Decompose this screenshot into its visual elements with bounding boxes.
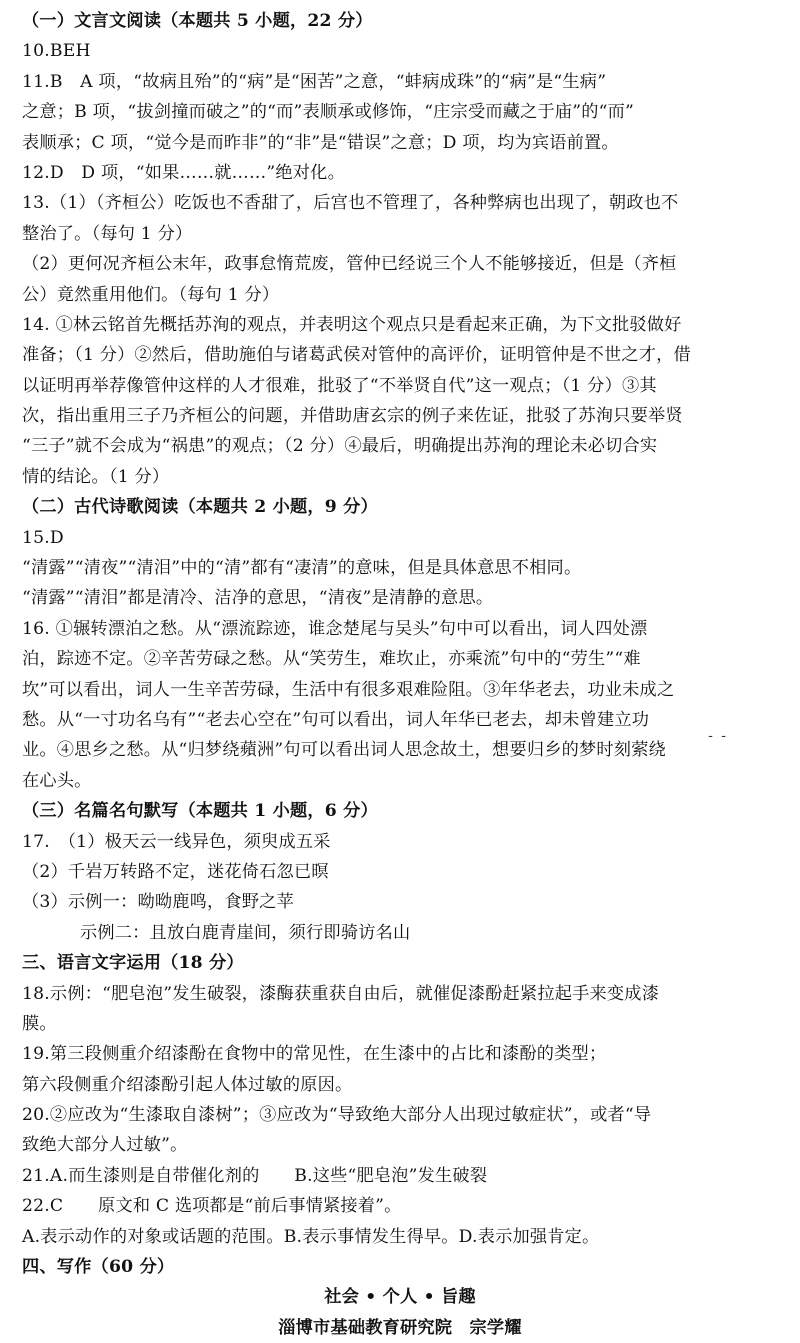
answer-16-line-2: 泊，踪迹不定。②辛苦劳碌之愁。从“笑劳生，难坎止，亦乘流”句中的“劳生”“难 bbox=[22, 649, 641, 670]
answer-19-line-1: 19.第三段侧重介绍漆酚在食物中的常见性，在生漆中的占比和漆酚的类型； bbox=[22, 1044, 607, 1065]
answer-14-line-6: 情的结论。（1 分） bbox=[22, 466, 170, 487]
answer-19-line-2: 第六段侧重介绍漆酚引起人体过敏的原因。 bbox=[22, 1074, 353, 1095]
answer-11-line-2: 之意；B 项，“拔剑撞而破之”的“而”表顺承或修饰，“庄宗受而藏之于庙”的“而” bbox=[22, 102, 635, 123]
answer-13-line-4: 公）竟然重用他们。（每句 1 分） bbox=[22, 284, 280, 305]
answer-17-part-3-example-2: 示例二：且放白鹿青崖间，须行即骑访名山 bbox=[80, 922, 411, 943]
answer-13-line-1: 13.（1）（齐桓公）吃饭也不香甜了，后宫也不管理了，各种弊病也出现了，朝政也不 bbox=[22, 193, 679, 214]
answer-16-line-5: 业。④思乡之愁。从“归梦绕蘋洲”句可以看出词人思念故土，想要归乡的梦时刻萦绕 bbox=[22, 740, 666, 761]
answer-14-line-3: 以证明再举荐像管仲这样的人才很难，批驳了“不举贤自代”这一观点；（1 分）③其 bbox=[22, 375, 657, 396]
section-heading-language-use: 三、语言文字运用（18 分） bbox=[22, 953, 244, 974]
answer-21: 21.A.而生漆则是自带催化剂的 B.这些“肥皂泡”发生破裂 bbox=[22, 1165, 488, 1186]
answer-17-part-2: （2）千岩万转路不定，迷花倚石忽已暝 bbox=[22, 861, 329, 882]
answer-14-line-4: 次，指出重用三子乃齐桓公的问题，并借助唐玄宗的例子来佐证，批驳了苏洵只要举贤 bbox=[22, 406, 683, 427]
answer-20-line-1: 20.②应改为“生漆取自漆树”；③应改为“导致绝大部分人出现过敏症状”，或者“导 bbox=[22, 1105, 652, 1126]
answer-16-line-3: 坎”可以看出，词人一生辛苦劳碌，生活中有很多艰难险阻。③年华老去，功业未成之 bbox=[22, 679, 675, 700]
answer-11-line-3: 表顺承；C 项，“觉今是而昨非”的“非”是“错误”之意；D 项，均为宾语前置。 bbox=[22, 132, 619, 153]
stray-mark: - - bbox=[708, 728, 728, 744]
answer-16-line-6: 在心头。 bbox=[22, 770, 92, 791]
section-heading-poetry: （二）古代诗歌阅读（本题共 2 小题，9 分） bbox=[22, 497, 378, 518]
answer-13-line-3: （2）更何况齐桓公末年，政事怠惰荒废，管仲已经说三个人不能够接近，但是（齐桓 bbox=[22, 254, 677, 275]
answer-15-line-2: “清露”“清夜”“清泪”中的“清”都有“凄清”的意味，但是具体意思不相同。 bbox=[22, 558, 582, 579]
essay-author: 淄博市基础教育研究院 宗学耀 bbox=[278, 1317, 522, 1338]
answer-10: 10.BEH bbox=[22, 41, 91, 62]
section-heading-dictation: （三）名篇名句默写（本题共 1 小题，6 分） bbox=[22, 801, 378, 822]
answer-16-line-1: 16. ①辗转漂泊之愁。从“漂流踪迹，谁念楚尾与吴头”句中可以看出，词人四处漂 bbox=[22, 618, 648, 639]
answer-17-part-3: （3）示例一：呦呦鹿鸣，食野之苹 bbox=[22, 892, 294, 913]
answer-14-line-5: “三子”就不会成为“祸患”的观点；（2 分）④最后，明确提出苏洵的理论未必切合实 bbox=[22, 436, 658, 457]
answer-12: 12.D D 项，“如果……就……”绝对化。 bbox=[22, 162, 345, 183]
answer-14-line-1: 14. ①林云铭首先概括苏洵的观点，并表明这个观点只是看起来正确，为下文批驳做好 bbox=[22, 314, 682, 335]
answer-14-line-2: 准备；（1 分）②然后，借助施伯与诸葛武侯对管仲的高评价，证明管仲是不世之才，借 bbox=[22, 345, 691, 366]
answer-key-document bbox=[22, 6, 786, 1343]
answer-17-part-1: 17. （1）极天云一线异色，须臾成五采 bbox=[22, 831, 331, 852]
answer-13-line-2: 整治了。（每句 1 分） bbox=[22, 223, 193, 244]
answer-15-line-3: “清露”“清泪”都是清冷、洁净的意思，“清夜”是清静的意思。 bbox=[22, 588, 494, 609]
answer-15: 15.D bbox=[22, 527, 64, 548]
answer-20-line-2: 致绝大部分人过敏”。 bbox=[22, 1135, 188, 1156]
section-heading-writing: 四、写作（60 分） bbox=[22, 1257, 175, 1278]
essay-title: 社会 • 个人 • 旨趣 bbox=[324, 1287, 476, 1308]
answer-18-line-1: 18.示例：“肥皂泡”发生破裂，漆酶获重获自由后，就催促漆酚赶紧拉起手来变成漆 bbox=[22, 983, 660, 1004]
answer-18-line-2: 膜。 bbox=[22, 1013, 57, 1034]
answer-11-line-1: 11.B A 项，“故病且殆”的“病”是“困苦”之意，“蚌病成珠”的“病”是“生病” bbox=[22, 71, 607, 92]
answer-16-line-4: 愁。从“一寸功名乌有”“老去心空在”句可以看出，词人年华已老去，却未曾建立功 bbox=[22, 709, 650, 730]
answer-22: 22.C 原文和 C 选项都是“前后事情紧接着”。 bbox=[22, 1196, 402, 1217]
section-heading-classical-chinese: （一）文言文阅读（本题共 5 小题，22 分） bbox=[22, 11, 373, 31]
answer-22-explanation: A.表示动作的对象或话题的范围。B.表示事情发生得早。D.表示加强肯定。 bbox=[22, 1226, 600, 1247]
